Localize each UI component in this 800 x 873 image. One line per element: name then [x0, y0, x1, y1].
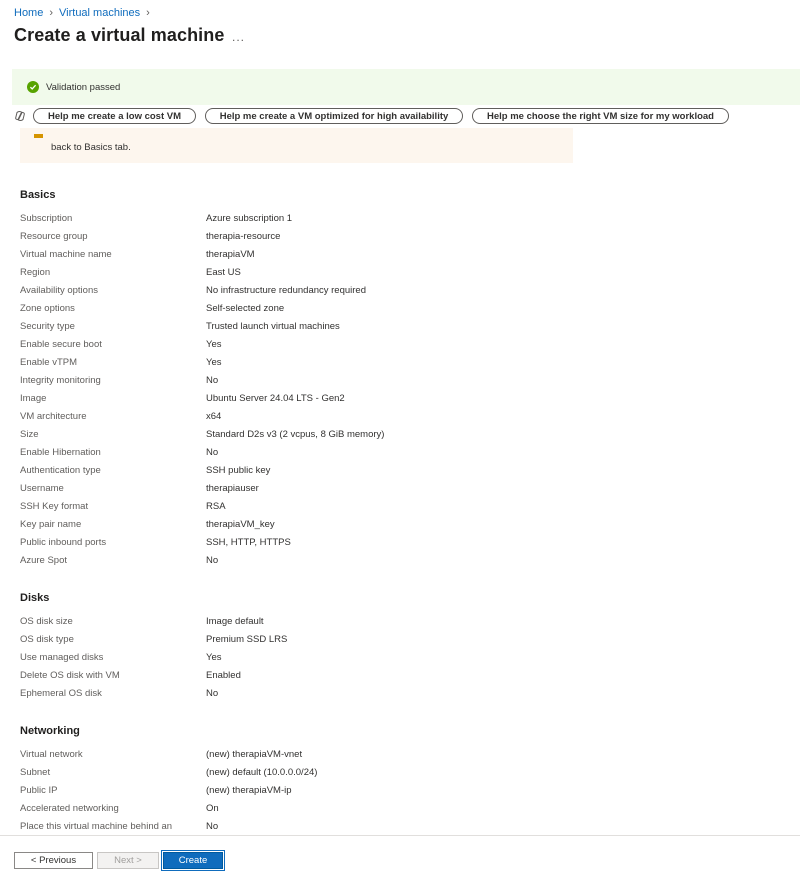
copilot-prompts	[14, 106, 738, 126]
summary-row	[20, 785, 580, 803]
warning-banner	[20, 128, 573, 163]
create-button[interactable]: Create	[163, 852, 223, 869]
summary-row	[20, 267, 580, 285]
summary-value: Yes	[206, 357, 222, 368]
summary-value: SSH public key	[206, 465, 271, 476]
summary-label: VM architecture	[20, 411, 87, 422]
summary-row	[20, 537, 580, 555]
summary-value: No	[206, 555, 219, 566]
section-title-basics: Basics	[20, 189, 56, 201]
summary-label: SSH Key format	[20, 501, 89, 512]
summary-value: (new) default (10.0.0.0/24)	[206, 767, 318, 778]
summary-value: Premium SSD LRS	[206, 634, 288, 645]
chevron-right-icon: ›	[146, 7, 150, 19]
prompt-low-cost-vm-button[interactable]: Help me create a low cost VM	[33, 108, 196, 124]
summary-value: Yes	[206, 339, 222, 350]
summary-row	[20, 634, 580, 652]
footer-bar	[0, 835, 800, 873]
summary-value: Self-selected zone	[206, 303, 285, 314]
summary-label: Subnet	[20, 767, 51, 778]
summary-value: SSH, HTTP, HTTPS	[206, 537, 291, 548]
summary-value: therapiaVM	[206, 249, 255, 260]
summary-row	[20, 688, 580, 706]
summary-value: No infrastructure redundancy required	[206, 285, 367, 296]
summary-label: Virtual machine name	[20, 249, 112, 260]
summary-row	[20, 803, 580, 821]
summary-row	[20, 767, 580, 785]
summary-label: Virtual network	[20, 749, 83, 760]
summary-label: Size	[20, 429, 39, 440]
previous-button[interactable]: < Previous	[14, 852, 93, 869]
summary-value: Trusted launch virtual machines	[206, 321, 340, 332]
summary-label: Availability options	[20, 285, 98, 296]
summary-label: Integrity monitoring	[20, 375, 101, 386]
validation-banner	[12, 69, 800, 105]
summary-value: therapiaVM_key	[206, 519, 275, 530]
summary-value: Standard D2s v3 (2 vcpus, 8 GiB memory)	[206, 429, 385, 440]
summary-label: Zone options	[20, 303, 75, 314]
summary-label: Enable vTPM	[20, 357, 78, 368]
summary-row	[20, 749, 580, 767]
warning-text: back to Basics tab.	[51, 142, 131, 153]
summary-label: Enable Hibernation	[20, 447, 101, 458]
more-options-button[interactable]: ...	[232, 30, 246, 44]
summary-label: Resource group	[20, 231, 88, 242]
summary-value: No	[206, 821, 219, 832]
summary-row	[20, 429, 580, 447]
summary-row	[20, 501, 580, 519]
summary-value: (new) therapiaVM-vnet	[206, 749, 303, 760]
summary-label: Username	[20, 483, 64, 494]
copilot-icon	[14, 110, 26, 122]
summary-row	[20, 555, 580, 573]
summary-label: Subscription	[20, 213, 73, 224]
summary-label: Security type	[20, 321, 75, 332]
summary-value: x64	[206, 411, 222, 422]
summary-row	[20, 339, 580, 357]
summary-value: No	[206, 447, 219, 458]
summary-row	[20, 670, 580, 688]
summary-row	[20, 447, 580, 465]
summary-label: Key pair name	[20, 519, 82, 530]
breadcrumb	[14, 5, 150, 21]
summary-label: Delete OS disk with VM	[20, 670, 120, 681]
summary-row	[20, 357, 580, 375]
summary-value: therapia-resource	[206, 231, 281, 242]
summary-label: Use managed disks	[20, 652, 104, 663]
summary-label: Authentication type	[20, 465, 101, 476]
summary-label: Accelerated networking	[20, 803, 119, 814]
summary-row	[20, 231, 580, 249]
summary-value: Enabled	[206, 670, 241, 681]
next-button[interactable]: Next >	[97, 852, 159, 869]
page-title: Create a virtual machine	[14, 25, 225, 45]
section-title-disks: Disks	[20, 592, 50, 604]
summary-row	[20, 465, 580, 483]
summary-row	[20, 249, 580, 267]
summary-value: No	[206, 375, 219, 386]
warning-icon	[34, 134, 43, 138]
breadcrumb-home-link[interactable]: Home	[14, 7, 44, 19]
summary-label: Public IP	[20, 785, 58, 796]
summary-value: Yes	[206, 652, 222, 663]
summary-value: East US	[206, 267, 241, 278]
validation-text: Validation passed	[46, 81, 121, 93]
summary-label: OS disk size	[20, 616, 73, 627]
summary-label: Azure Spot	[20, 555, 67, 566]
summary-value: On	[206, 803, 219, 814]
summary-value: No	[206, 688, 219, 699]
summary-row	[20, 652, 580, 670]
summary-row	[20, 411, 580, 429]
summary-label: Public inbound ports	[20, 537, 107, 548]
summary-label: Enable secure boot	[20, 339, 102, 350]
prompt-vm-size-button[interactable]: Help me choose the right VM size for my workload	[472, 108, 729, 124]
summary-label: Place this virtual machine behind an	[20, 821, 173, 832]
check-circle-icon	[27, 81, 39, 93]
summary-row	[20, 213, 580, 231]
summary-value: Azure subscription 1	[206, 213, 293, 224]
breadcrumb-virtual-machines-link[interactable]: Virtual machines	[59, 7, 141, 19]
summary-row	[20, 303, 580, 321]
summary-value: therapiauser	[206, 483, 259, 494]
summary-row	[20, 616, 580, 634]
summary-row	[20, 285, 580, 303]
summary-label: Image	[20, 393, 47, 404]
chevron-right-icon: ›	[49, 7, 54, 19]
summary-row	[20, 375, 580, 393]
prompt-high-availability-button[interactable]: Help me create a VM optimized for high availability	[205, 108, 463, 124]
summary-value: (new) therapiaVM-ip	[206, 785, 292, 796]
summary-row	[20, 321, 580, 339]
summary-label: Ephemeral OS disk	[20, 688, 102, 699]
summary-row	[20, 483, 580, 501]
section-title-networking: Networking	[20, 725, 80, 737]
summary-value: Ubuntu Server 24.04 LTS - Gen2	[206, 393, 345, 404]
summary-row	[20, 519, 580, 537]
summary-label: Region	[20, 267, 51, 278]
summary-row	[20, 393, 580, 411]
summary-value: RSA	[206, 501, 226, 512]
summary-value: Image default	[206, 616, 264, 627]
summary-label: OS disk type	[20, 634, 74, 645]
